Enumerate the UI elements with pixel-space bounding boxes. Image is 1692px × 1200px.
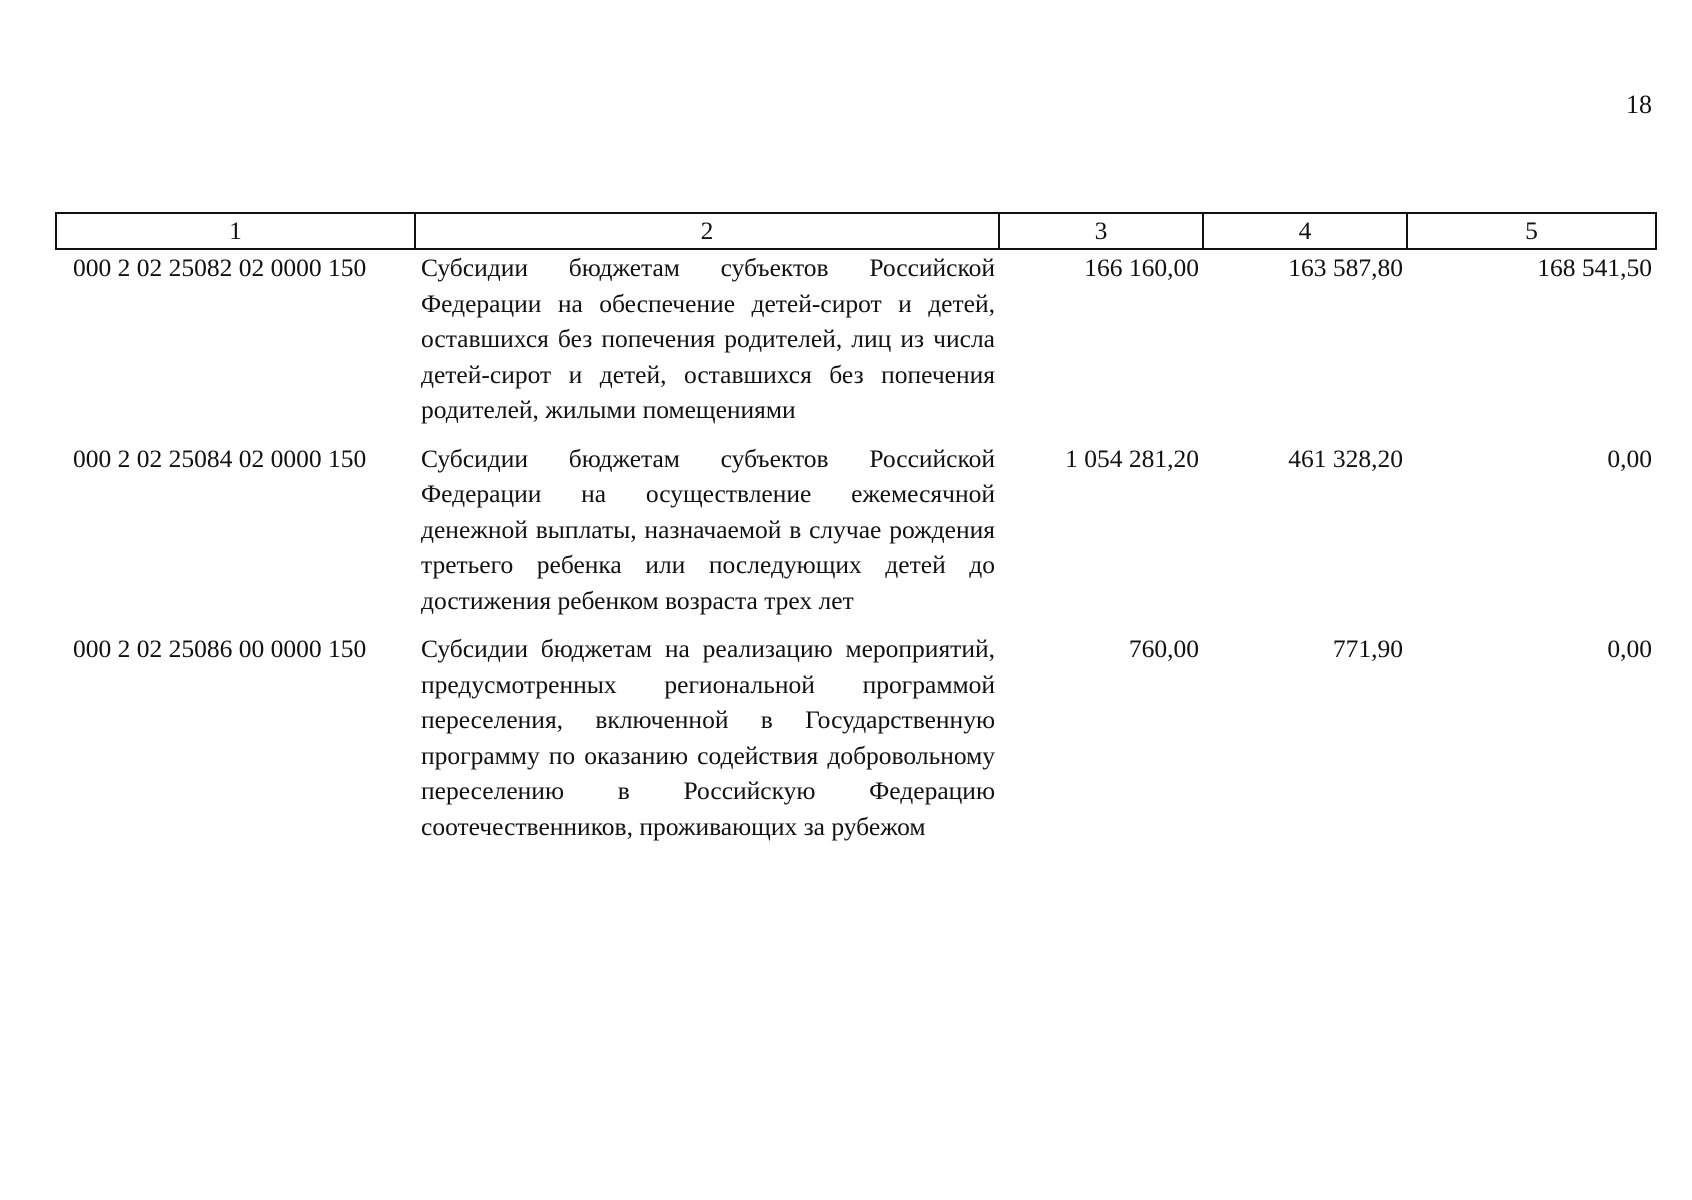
page-number: 18 [1626,90,1652,119]
column-header-1: 1 [56,213,415,249]
item-description: Субсидии бюджетам на реализацию мероприятий, предусмотренных региональной программой переселения, включенной в Государственную программу по оказанию содействия добровольному переселению в Российскую Федерацию соотечественников, проживающих за рубежом [421,634,995,841]
amount-col-3: 760,00 [1128,634,1199,663]
item-description: Субсидии бюджетам субъектов Российской Федерации на обеспечение детей-сирот и детей, оставшихся без попечения родителей, лиц из числа детей-сирот и детей, оставшихся без попечения родителей, жилыми помещениями [421,253,995,424]
amount-col-5: 0,00 [1607,634,1652,663]
budget-code: 000 2 02 25082 02 0000 150 [73,253,367,282]
budget-code: 000 2 02 25086 00 0000 150 [73,634,367,663]
amount-col-5: 168 541,50 [1537,253,1652,282]
amount-col-4: 163 587,80 [1288,253,1403,282]
amount-col-3: 1 054 281,20 [1065,443,1199,473]
header-row [56,213,1656,249]
amount-col-5: 0,00 [1607,443,1652,473]
budget-table [55,212,1657,857]
table-row [56,631,1656,857]
column-header-4: 4 [1203,213,1407,249]
item-description: Субсидии бюджетам субъектов Российской Федерации на осуществление ежемесячной денежной выплаты, назначаемой в случае рождения третьего ребенка или последующих детей до достижения ребенком возраста трех лет [421,443,995,615]
column-header-3: 3 [999,213,1203,249]
table-row [56,249,1656,441]
column-header-2: 2 [415,213,999,249]
amount-col-3: 166 160,00 [1084,253,1199,282]
budget-code: 000 2 02 25084 02 0000 150 [73,443,367,473]
table-row [56,441,1656,632]
amount-col-4: 771,90 [1332,634,1403,663]
amount-col-4: 461 328,20 [1288,443,1403,473]
column-header-5: 5 [1407,213,1656,249]
